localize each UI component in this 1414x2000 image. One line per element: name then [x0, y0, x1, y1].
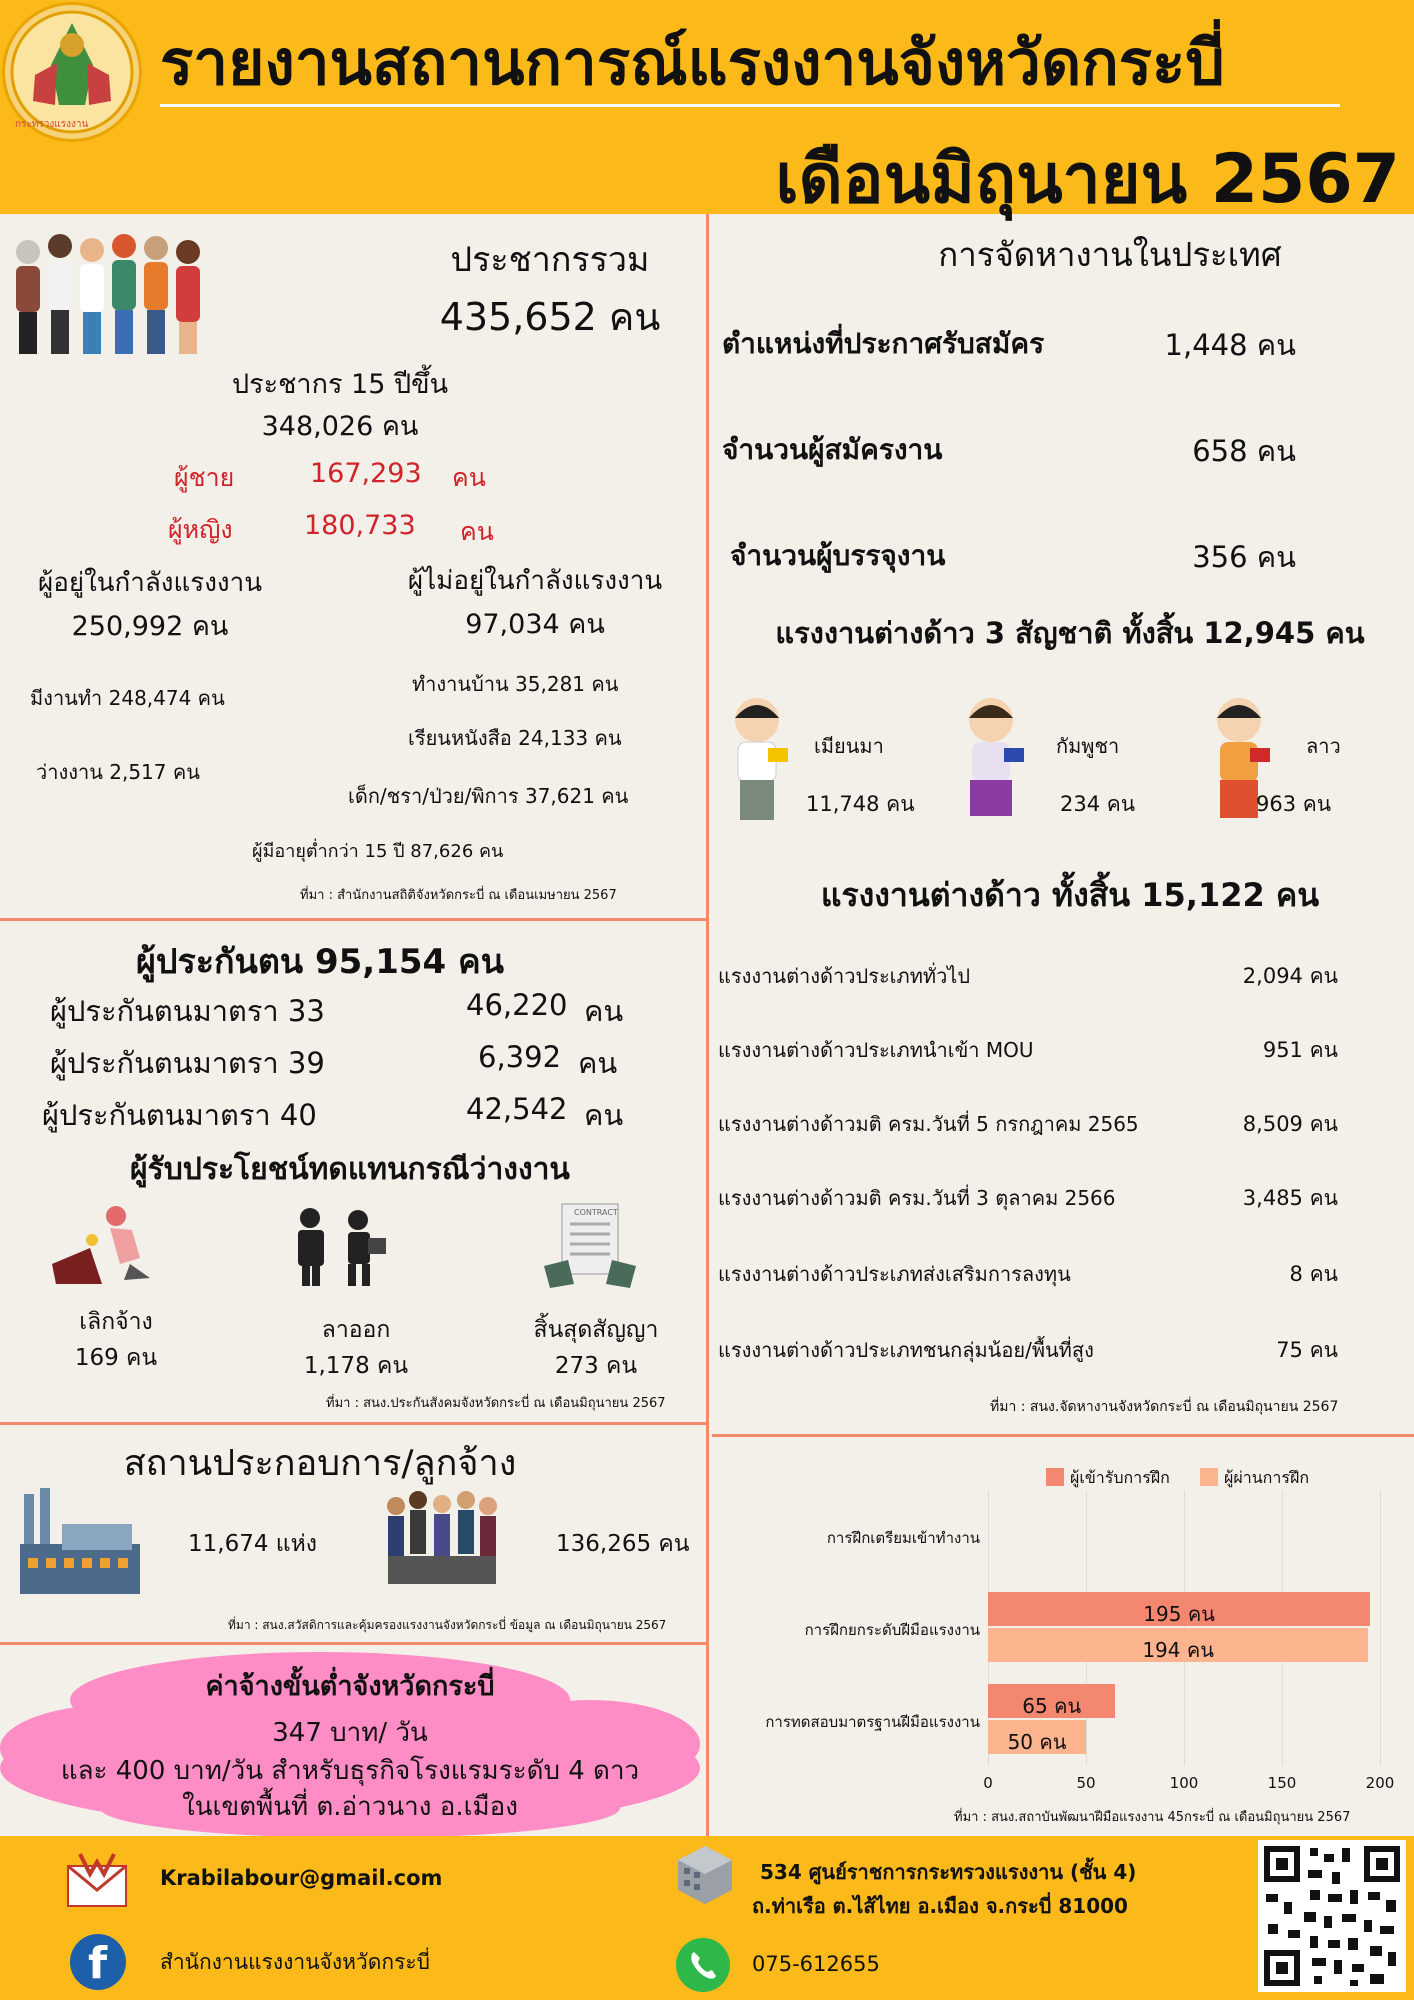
facebook-page[interactable]: สำนักงานแรงงานจังหวัดกระบี่ — [160, 1950, 430, 1974]
foreign-row-label: แรงงานต่างด้าวประเภทส่งเสริมการลงทุน — [718, 1262, 1071, 1286]
nationality-count: 234 คน — [1060, 792, 1136, 816]
chart-data-label: 195 คน — [1143, 1602, 1215, 1626]
chart-tick-label: 0 — [983, 1774, 993, 1792]
dismissal-icon — [50, 1204, 160, 1292]
benefit-title: ผู้รับประโยชน์ทดแทนกรณีว่างงาน — [130, 1152, 570, 1187]
insured-row-label: ผู้ประกันตนมาตรา 40 — [42, 1098, 317, 1132]
benefit-value: 1,178 คน — [303, 1353, 409, 1379]
placement-row-value: 658 คน — [1192, 434, 1296, 468]
foreign-row-value: 3,485 คน — [1242, 1186, 1338, 1210]
email-address[interactable]: Krabilabour@gmail.com — [160, 1866, 443, 1890]
legend-swatch-passed — [1200, 1468, 1218, 1486]
resign-icon — [288, 1204, 398, 1292]
chart-category-label: การฝึกยกระดับฝีมือแรงงาน — [804, 1621, 980, 1639]
housework-count: ทำงานบ้าน 35,281 คน — [412, 672, 619, 696]
placement-row-value: 356 คน — [1192, 540, 1296, 574]
chart-data-label: 194 คน — [1142, 1638, 1214, 1662]
establishments-title: สถานประกอบการ/ลูกจ้าง — [123, 1443, 517, 1484]
legend-passed: ผู้ผ่านการฝึก — [1224, 1468, 1309, 1487]
wage-title: ค่าจ้างขั้นต่ำจังหวัดกระบี่ — [205, 1671, 495, 1702]
foreign-row-label: แรงงานต่างด้าวประเภทชนกลุ่มน้อย/พื้นที่สูง — [718, 1338, 1094, 1362]
benefit-label: เลิกจ้าง — [79, 1309, 153, 1335]
insured-row-label: ผู้ประกันตนมาตรา 33 — [50, 994, 325, 1028]
report-month: เดือนมิถุนายน 2567 — [775, 140, 1400, 219]
nationality-label: กัมพูชา — [1056, 734, 1120, 758]
foreign-row-value: 8 คน — [1289, 1262, 1338, 1286]
nationality-count: 963 คน — [1256, 792, 1332, 816]
employed-count: มีงานทำ 248,474 คน — [30, 686, 225, 710]
population-15-label: ประชากร 15 ปีขึ้น — [231, 369, 449, 400]
email-icon — [66, 1852, 128, 1912]
legend-trainees: ผู้เข้ารับการฝึก — [1070, 1468, 1170, 1487]
not-labor-value: 97,034 คน — [465, 609, 605, 640]
population-15-value: 348,026 คน — [261, 411, 419, 442]
contract-caption: CONTRACT — [574, 1208, 618, 1217]
logo-caption: กระทรวงแรงงาน — [15, 119, 89, 130]
section-divider — [712, 1434, 1414, 1437]
section-divider — [0, 1642, 706, 1645]
foreign-row-value: 2,094 คน — [1242, 964, 1338, 988]
placement-row-label: จำนวนผู้สมัครงาน — [722, 433, 943, 466]
myanmar-figure — [722, 696, 792, 830]
facebook-icon[interactable]: f — [70, 1934, 126, 1990]
male-label: ผู้ชาย — [174, 463, 235, 492]
benefit-label: ลาออก — [321, 1317, 391, 1343]
chart-tick-label: 200 — [1365, 1774, 1395, 1792]
population-total: 435,652 คน — [439, 295, 661, 339]
report-title: รายงานสถานการณ์แรงงานจังหวัดกระบี่ — [160, 26, 1225, 99]
population-source: ที่มา : สำนักงานสถิติจังหวัดกระบี่ ณ เดือนเมษายน 2567 — [300, 888, 617, 903]
insured-row-value: 42,542 — [466, 1092, 568, 1126]
under15-count: ผู้มีอายุต่ำกว่า 15 ปี 87,626 คน — [252, 841, 504, 862]
nationality-count: 11,748 คน — [806, 792, 915, 816]
title-underline — [160, 104, 1340, 107]
placement-row-value: 1,448 คน — [1164, 328, 1296, 362]
placement-title: การจัดหางานในประเทศ — [938, 235, 1282, 274]
establishments-count: 11,674 แห่ง — [188, 1531, 318, 1557]
benefit-value: 169 คน — [74, 1345, 158, 1371]
address-line1: 534 ศูนย์ราชการกระทรวงแรงงาน (ชั้น 4) — [760, 1860, 1137, 1884]
ministry-logo — [2, 2, 142, 142]
chart-tick-label: 150 — [1267, 1774, 1297, 1792]
chart-category-label: การทดสอบมาตรฐานฝีมือแรงงาน — [765, 1713, 980, 1731]
foreign-row-value: 8,509 คน — [1242, 1112, 1338, 1136]
chart-category-label: การฝึกเตรียมเข้าทำงาน — [826, 1529, 980, 1547]
in-labor-label: ผู้อยู่ในกำลังแรงงาน — [37, 568, 262, 598]
foreign-row-value: 951 คน — [1262, 1038, 1338, 1062]
benefit-value: 273 คน — [554, 1353, 638, 1379]
not-labor-label: ผู้ไม่อยู่ในกำลังแรงงาน — [407, 566, 663, 596]
unemployed-count: ว่างงาน 2,517 คน — [36, 760, 200, 784]
foreign3-title: แรงงานต่างด้าว 3 สัญชาติ ทั้งสิ้น 12,945 คน — [775, 616, 1365, 650]
people-illustration — [8, 222, 208, 366]
insured-row-unit: คน — [578, 1046, 618, 1080]
placement-row-label: จำนวนผู้บรรจุงาน — [730, 539, 946, 572]
wage-line1: 347 บาท/ วัน — [272, 1718, 428, 1748]
chart-gridline — [1380, 1490, 1381, 1766]
phone-number[interactable]: 075-612655 — [752, 1952, 880, 1976]
legend-swatch-trainees — [1046, 1468, 1064, 1486]
insured-row-label: ผู้ประกันตนมาตรา 39 — [50, 1046, 325, 1080]
qr-code[interactable] — [1258, 1840, 1406, 1992]
chart-data-label: 50 คน — [1007, 1730, 1067, 1754]
benefit-label: สิ้นสุดสัญญา — [533, 1317, 659, 1343]
section-divider — [0, 918, 706, 921]
nationality-label: ลาว — [1306, 734, 1341, 758]
insured-row-unit: คน — [584, 1098, 624, 1132]
chart-tick-label: 50 — [1076, 1774, 1096, 1792]
others-count: เด็ก/ชรา/ป่วย/พิการ 37,621 คน — [348, 784, 629, 808]
insured-row-value: 6,392 — [478, 1040, 562, 1074]
foreign-row-value: 75 คน — [1276, 1338, 1338, 1362]
nationality-label: เมียนมา — [814, 734, 884, 758]
male-value: 167,293 — [310, 458, 422, 489]
wage-line3: ในเขตพื้นที่ ต.อ่าวนาง อ.เมือง — [182, 1792, 518, 1822]
cambodia-figure — [956, 696, 1026, 830]
building-icon — [672, 1842, 738, 1912]
foreign-all-title: แรงงานต่างด้าว ทั้งสิ้น 15,122 คน — [820, 876, 1320, 914]
wage-line2: และ 400 บาท/วัน สำหรับธุรกิจโรงแรมระดับ 4 ดาว — [60, 1756, 640, 1786]
employees-icon — [384, 1488, 502, 1592]
column-divider — [706, 214, 709, 1836]
phone-icon[interactable] — [676, 1938, 730, 1992]
study-count: เรียนหนังสือ 24,133 คน — [408, 726, 622, 750]
address-line2: ถ.ท่าเรือ ต.ไส้ไทย อ.เมือง จ.กระบี่ 81000 — [752, 1894, 1128, 1918]
female-value: 180,733 — [304, 510, 416, 541]
insured-row-value: 46,220 — [466, 988, 568, 1022]
in-labor-value: 250,992 คน — [71, 611, 229, 642]
section-divider — [0, 1422, 706, 1425]
insured-row-unit: คน — [584, 994, 624, 1028]
chart-tick-label: 100 — [1169, 1774, 1199, 1792]
factory-icon — [16, 1484, 146, 1602]
foreign-row-label: แรงงานต่างด้าวประเภทนำเข้า MOU — [718, 1038, 1034, 1062]
foreign-source: ที่มา : สนง.จัดหางานจังหวัดกระบี่ ณ เดือนมิถุนายน 2567 — [990, 1399, 1339, 1415]
male-unit: คน — [452, 463, 486, 492]
contract-icon — [540, 1200, 640, 1294]
female-label: ผู้หญิง — [168, 515, 233, 544]
insured-source: ที่มา : สนง.ประกันสังคมจังหวัดกระบี่ ณ เดือนมิถุนายน 2567 — [326, 1396, 666, 1411]
establishments-source: ที่มา : สนง.สวัสดิการและคุ้มครองแรงงานจังหวัดกระบี่ ข้อมูล ณ เดือนมิถุนายน 2567 — [228, 1618, 667, 1632]
chart-data-label: 65 คน — [1022, 1694, 1082, 1718]
foreign-row-label: แรงงานต่างด้าวมติ ครม.วันที่ 3 ตุลาคม 2566 — [718, 1186, 1116, 1210]
training-chart — [714, 1450, 1414, 1825]
insured-title: ผู้ประกันตน 95,154 คน — [135, 942, 505, 982]
chart-source: ที่มา : สนง.สถาบันพัฒนาฝีมือแรงงาน 45กระบี่ ณ เดือนมิถุนายน 2567 — [954, 1810, 1351, 1825]
female-unit: คน — [460, 517, 494, 546]
placement-row-label: ตำแหน่งที่ประกาศรับสมัคร — [722, 327, 1045, 360]
population-title: ประชากรรวม — [450, 240, 650, 280]
foreign-row-label: แรงงานต่างด้าวมติ ครม.วันที่ 5 กรกฎาคม 2565 — [718, 1112, 1139, 1136]
foreign-row-label: แรงงานต่างด้าวประเภททั่วไป — [718, 964, 971, 988]
employees-count: 136,265 คน — [556, 1531, 690, 1557]
